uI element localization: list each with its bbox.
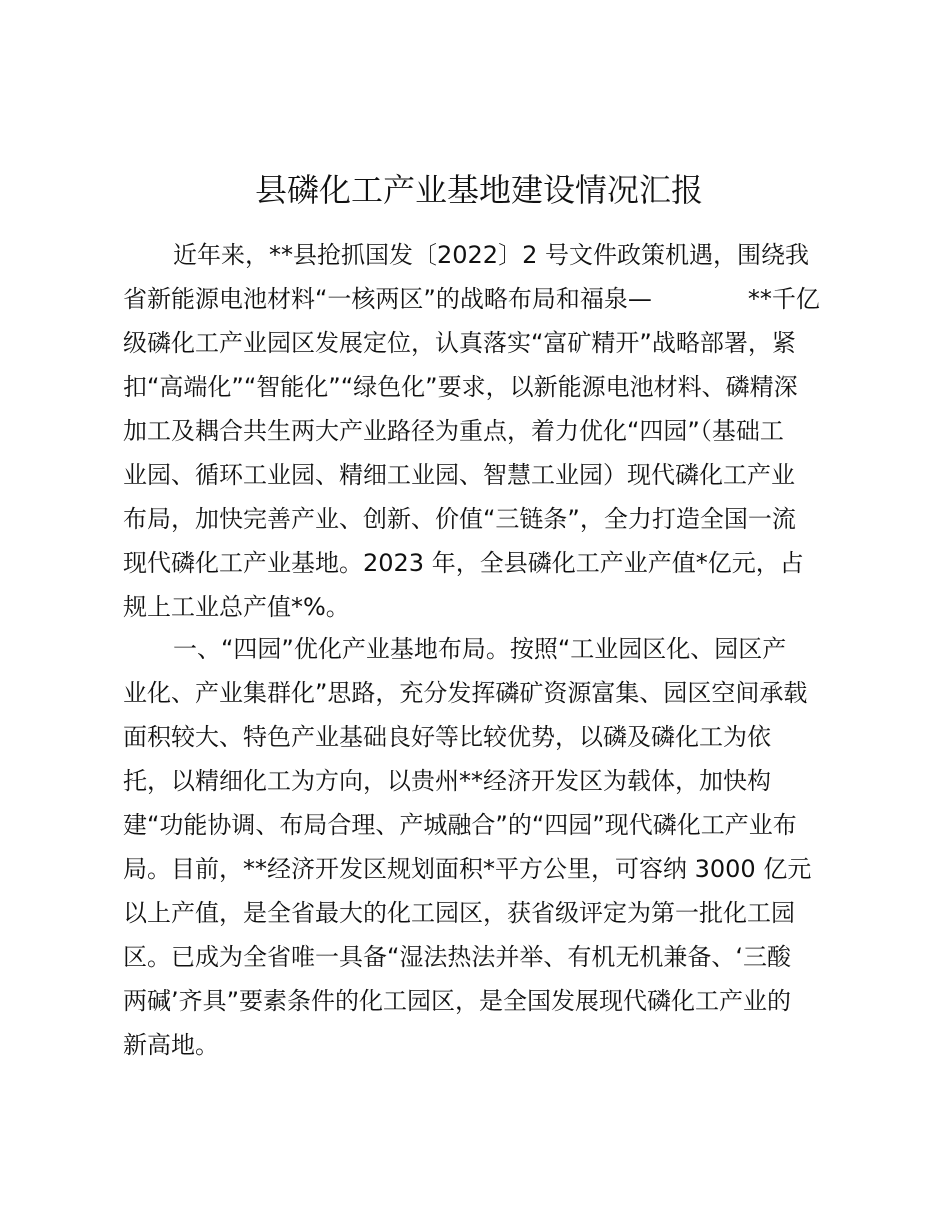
paragraph-line: 现代磷化工产业基地。2023 年，全县磷化工产业产值*亿元，占: [123, 549, 804, 577]
paragraph-line: 托，以精细化工为方向，以贵州**经济开发区为载体，加快构: [123, 767, 771, 795]
paragraph-line: 近年来，**县抢抓国发〔2022〕2 号文件政策机遇，围绕我: [173, 241, 809, 269]
paragraph-line: 级磷化工产业园区发展定位，认真落实“富矿精开”战略部署，紧: [123, 329, 796, 357]
paragraph-line: 一、“四园”优化产业基地布局。按照“工业园区化、园区产: [173, 635, 787, 663]
paragraph-line: 业园、循环工业园、精细工业园、智慧工业园）现代磷化工产业: [123, 461, 795, 489]
paragraph-line: 建“功能协调、布局合理、产城融合”的“四园”现代磷化工产业布: [123, 811, 797, 839]
paragraph-line: 扣“高端化”“智能化”“绿色化”要求，以新能源电池材料、磷精深: [123, 373, 798, 401]
paragraph-line: 两碱’齐具”要素条件的化工园区，是全国发展现代磷化工产业的: [123, 987, 792, 1015]
paragraph-line: 布局，加快完善产业、创新、价值“三链条”，全力打造全国一流: [123, 505, 796, 533]
paragraph-line: 省新能源电池材料“一核两区”的战略布局和福泉— **千亿: [123, 285, 820, 313]
paragraph-line: 面积较大、特色产业基础良好等比较优势，以磷及磷化工为依: [123, 723, 771, 751]
paragraph-line: 规上工业总产值*%。: [123, 593, 350, 621]
paragraph-line: 业化、产业集群化”思路，充分发挥磷矿资源富集、园区空间承载: [123, 679, 808, 707]
paragraph-line: 新高地。: [123, 1031, 219, 1059]
paragraph-line: 区。已成为全省唯一具备“湿法热法并举、有机无机兼备、‘三酸: [123, 943, 792, 971]
paragraph-line: 局。目前，**经济开发区规划面积*平方公里，可容纳 3000 亿元: [123, 855, 812, 883]
document-title: 县磷化工产业基地建设情况汇报: [254, 171, 703, 209]
paragraph-line: 以上产值，是全省最大的化工园区，获省级评定为第一批化工园: [123, 899, 795, 927]
paragraph-line: 加工及耦合共生两大产业路径为重点，着力优化“四园”（基础工: [123, 417, 784, 445]
